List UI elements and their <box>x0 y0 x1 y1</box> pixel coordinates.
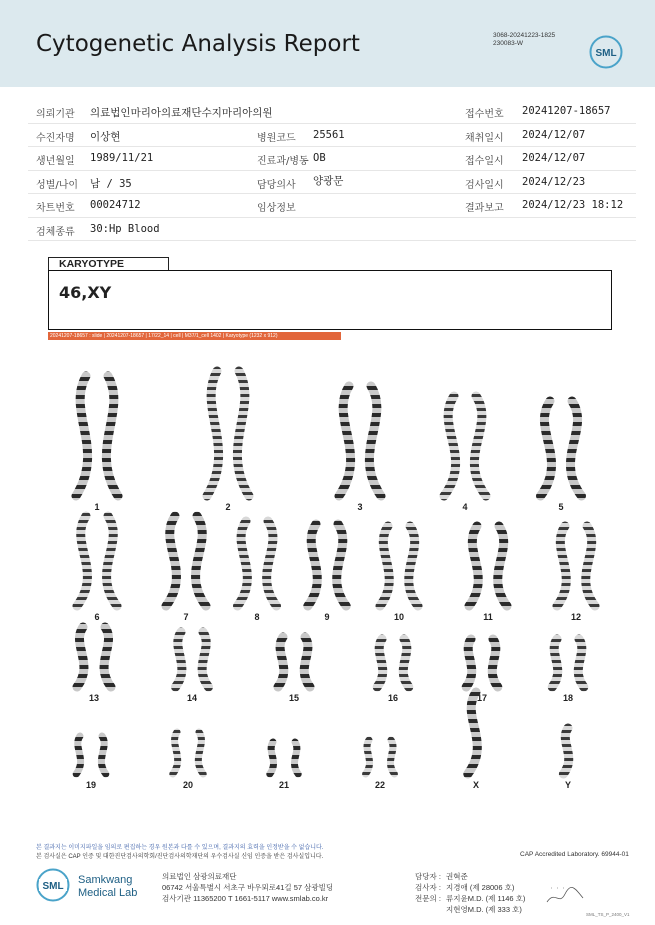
chromosome-label: 20 <box>182 780 194 790</box>
sml-logo-text: SML <box>595 48 617 59</box>
chromosome <box>444 396 456 496</box>
chromosome <box>369 386 381 496</box>
signature-row <box>415 893 525 904</box>
chromosome-label: 18 <box>562 693 574 703</box>
info-value: 2024/12/23 <box>522 175 586 188</box>
info-label: 접수번호 <box>465 109 504 120</box>
info-value: 25561 <box>313 128 345 141</box>
chromosome <box>557 526 566 606</box>
chromosome-label: 6 <box>94 612 100 622</box>
info-value: 2024/12/07 <box>522 152 586 164</box>
info-value: 00024712 <box>90 199 141 211</box>
info-value: 이상현 <box>90 130 121 143</box>
chromosome <box>198 732 203 774</box>
chromosome <box>492 639 498 687</box>
lab-contact: 검사기관 11365200 T 1661-5117 www.smlab.co.kr <box>162 894 329 903</box>
info-value: 30:Hp Blood <box>90 222 160 235</box>
chromosome <box>207 371 219 496</box>
chromosome <box>586 526 595 606</box>
chromosome <box>173 732 178 774</box>
chromosome <box>339 386 351 496</box>
brand-name-line1: Samkwang <box>78 874 133 886</box>
info-value: 2024/12/07 <box>522 128 586 141</box>
info-label: 검사일시 <box>465 179 504 191</box>
chromosome-label: 8 <box>254 612 260 622</box>
signature-role: 전문의 : <box>415 894 441 903</box>
chromosome <box>76 376 88 496</box>
chromosome-label: 2 <box>225 502 231 512</box>
info-label: 접수일시 <box>465 156 504 167</box>
chromosome-label: 17 <box>476 693 488 703</box>
info-value: OB <box>313 152 326 164</box>
karyotype-result-box <box>48 270 612 330</box>
chromosome <box>390 740 394 774</box>
sml-logo-icon <box>589 35 623 69</box>
info-value: 의료법인마리아의료재단수지마리아의원 <box>90 107 273 119</box>
info-row <box>28 194 636 218</box>
info-value: 2024/12/23 18:12 <box>522 199 624 211</box>
chromosome-label: 16 <box>387 693 399 703</box>
chromosome <box>76 736 80 774</box>
info-label: 의뢰기관 <box>36 109 75 120</box>
chromosome-label: 14 <box>186 693 198 703</box>
chromosome <box>380 526 389 606</box>
chromosome-label: 15 <box>288 693 300 703</box>
lab-name: 의료법인 삼광의료재단 <box>162 872 237 881</box>
chromosome-label: 11 <box>483 612 493 622</box>
chromosome <box>176 632 182 687</box>
chromosome <box>377 639 383 687</box>
chromosome <box>578 639 584 687</box>
signature-name: 지경애 (제 28006 호) <box>446 883 515 892</box>
chromosome <box>202 632 208 687</box>
report-title: Cytogenetic Analysis Report <box>36 31 360 57</box>
chromosome <box>466 639 472 687</box>
info-row <box>28 171 636 195</box>
signature-name: 류지윤M.D. (제 1146 호) <box>446 894 526 903</box>
chromosome-label: Y <box>564 780 572 790</box>
signature-row <box>415 882 514 893</box>
karyogram-image <box>40 350 620 800</box>
signature-role: 담당자 : <box>415 872 441 881</box>
info-label: 담당의사 <box>257 179 296 191</box>
chromosome <box>469 526 478 606</box>
info-value: 남 / 35 <box>90 177 132 190</box>
chromosome <box>104 627 111 687</box>
chromosome <box>366 740 370 774</box>
chromosome <box>270 742 274 774</box>
info-value: 1989/11/21 <box>90 152 154 164</box>
info-row <box>28 124 636 148</box>
info-label: 생년월일 <box>36 156 75 167</box>
chromosome <box>570 401 581 496</box>
chromosome <box>552 639 558 687</box>
chromosome-label: 3 <box>357 502 363 512</box>
chromosome-label: 12 <box>570 612 582 622</box>
karyotype-image-caption: 20241207-18657 : slide | 20241207-18657 | 17/22_14 | cell | M37/1_cell 1402 | Karyotype (1232 x 912) <box>48 332 341 340</box>
chromosome <box>308 524 318 606</box>
chromosome <box>498 526 507 606</box>
chromosome <box>267 521 277 606</box>
report-code-line1: 3068-20241223-1825 <box>493 32 556 39</box>
footer-notice-accreditation: 본 검사실은 CAP 인증 및 대한진단검사의학회/진단검사의학재단의 우수검사실 신임 인증을 받은 검사실입니다. <box>36 854 324 860</box>
report-code-line2: 230083-W <box>493 40 523 47</box>
info-label: 차트번호 <box>36 203 75 214</box>
chromosome-label: 13 <box>88 693 100 703</box>
chromosome <box>278 637 284 687</box>
cap-accreditation: CAP Accredited Laboratory. 69944-01 <box>520 851 629 858</box>
info-label: 채취일시 <box>465 132 504 144</box>
document-number: SML_TS_P_2400_V1 <box>586 912 630 917</box>
chromosome-label: 10 <box>393 612 405 622</box>
info-label: 결과보고 <box>465 203 504 214</box>
chromosome <box>409 526 418 606</box>
chromosome <box>196 516 206 606</box>
info-value: 20241207-18657 <box>522 105 611 117</box>
chromosome-label: X <box>472 780 480 790</box>
signature-row <box>415 904 522 915</box>
chromosome <box>294 742 298 774</box>
info-row <box>28 218 636 242</box>
chromosome <box>77 516 87 606</box>
chromosome-label: 9 <box>324 612 330 622</box>
chromosome-label: 5 <box>558 502 564 512</box>
info-label: 검체종류 <box>36 226 75 238</box>
chromosome <box>77 627 84 687</box>
chromosome <box>106 376 118 496</box>
chromosome <box>166 516 176 606</box>
info-label: 성별/나이 <box>36 179 79 191</box>
sml-logo-icon <box>36 868 70 902</box>
chromosome <box>237 371 249 496</box>
info-value: 양광문 <box>313 174 344 187</box>
footer-notice-edit: 본 결과지는 이미지파일을 임의로 편집하는 경우 원본과 다를 수 있으며, 결과지의 효력을 인정받을 수 없습니다. <box>36 845 324 851</box>
info-label: 수진자명 <box>36 132 75 144</box>
info-label: 임상정보 <box>257 203 296 214</box>
info-row <box>28 147 636 171</box>
chromosome <box>238 521 248 606</box>
brand-name-line2: Medical Lab <box>78 887 138 899</box>
chromosome <box>474 396 486 496</box>
chromosome <box>107 516 117 606</box>
chromosome-label: 1 <box>94 502 100 512</box>
chromosome-label: 22 <box>374 780 386 790</box>
chromosome <box>101 736 105 774</box>
chromosome <box>563 728 568 774</box>
info-label: 진료과/병동 <box>257 156 309 167</box>
chromosome-label: 19 <box>85 780 97 790</box>
karyotype-section-label: KARYOTYPE <box>48 257 169 270</box>
karyotype-result: 46,XY <box>59 283 112 302</box>
lab-address: 06742 서울특별시 서초구 바우뫼로41길 57 삼광빌딩 <box>162 883 334 892</box>
info-row <box>28 100 636 124</box>
chromosome <box>337 524 347 606</box>
signature-row <box>415 871 468 882</box>
chromosome <box>403 639 409 687</box>
patient-info-table <box>28 100 636 241</box>
sml-logo-text: SML <box>42 881 64 892</box>
handwritten-signature <box>545 880 585 910</box>
signature-name: 권혁준 <box>446 872 468 881</box>
chromosome <box>541 401 552 496</box>
chromosome <box>304 637 310 687</box>
signature-name: 지현영M.D. (제 333 호) <box>446 905 522 914</box>
chromosome-label: 21 <box>278 780 290 790</box>
signature-role: 검사자 : <box>415 883 441 892</box>
chromosome <box>468 692 478 774</box>
chromosome-label: 7 <box>183 612 189 622</box>
info-label: 병원코드 <box>257 132 296 144</box>
chromosome-label: 4 <box>462 502 468 512</box>
